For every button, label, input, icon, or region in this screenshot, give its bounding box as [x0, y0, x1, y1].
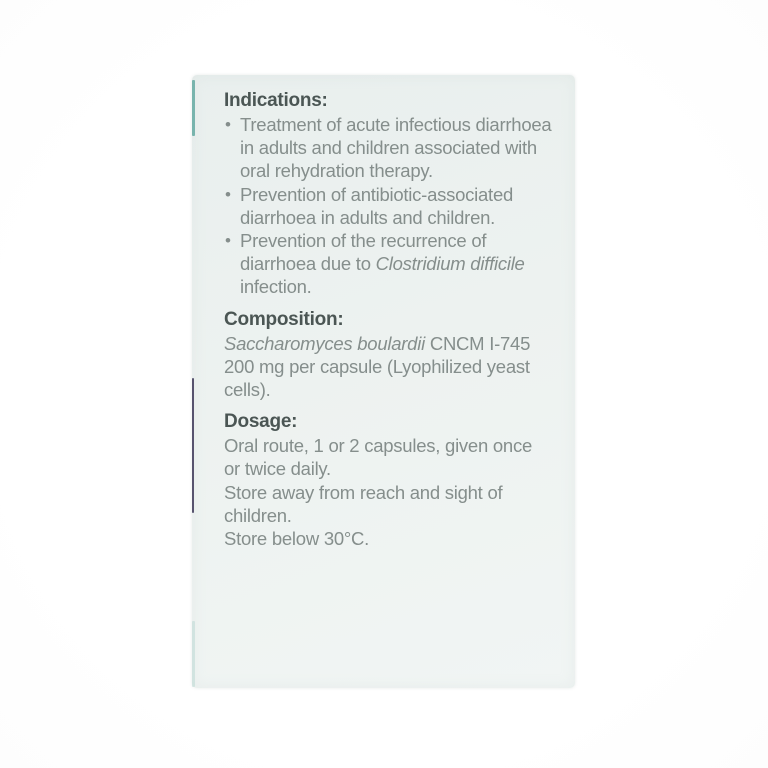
box-edge-teal-stripe-top	[192, 80, 195, 136]
text-segment: oral rehydration therapy.	[240, 160, 433, 182]
text-line	[224, 378, 550, 401]
bullet-item	[224, 113, 550, 183]
text-line	[240, 183, 550, 206]
medicine-box-back-panel	[192, 75, 575, 688]
text-segment: Store away from reach and sight of	[224, 481, 503, 503]
bullet-marker: •	[225, 115, 231, 134]
text-line	[224, 434, 550, 457]
text-line	[224, 332, 550, 355]
bullet-item	[224, 183, 550, 229]
text-item	[224, 332, 550, 402]
text-line	[240, 206, 550, 229]
italic-text-segment: Saccharomyces boulardii	[224, 332, 425, 354]
italic-text-segment: Clostridium difficile	[375, 253, 525, 275]
text-line	[224, 457, 550, 480]
text-segment: Oral route, 1 or 2 capsules, given once	[224, 435, 533, 457]
text-segment: diarrhoea in adults and children.	[240, 206, 496, 228]
text-segment: CNCM I-745	[424, 332, 531, 354]
bullet-marker: •	[225, 184, 231, 204]
section-heading: Indications:	[224, 90, 328, 111]
text-segment: 200 mg per capsule (Lyophilized yeast	[224, 355, 530, 377]
section-composition	[224, 308, 550, 402]
section-indications	[224, 89, 550, 299]
text-segment: Store below 30°C.	[224, 528, 370, 550]
text-line	[240, 113, 550, 136]
text-line	[240, 252, 550, 275]
text-line	[224, 527, 550, 550]
text-segment: diarrhoea due to	[240, 253, 376, 275]
bullet-marker: •	[225, 231, 231, 251]
text-segment: Treatment of acute infectious diarrhoea	[240, 114, 552, 135]
text-line	[240, 159, 550, 182]
box-label-text	[224, 89, 550, 559]
text-segment: Prevention of the recurrence of	[240, 230, 487, 252]
text-segment: in adults and children associated with	[240, 137, 537, 159]
text-segment: or twice daily.	[224, 458, 331, 480]
text-line	[240, 275, 550, 298]
text-segment: cells).	[224, 379, 271, 401]
text-line	[240, 136, 550, 159]
text-segment: Prevention of antibiotic-associated	[240, 183, 514, 205]
text-segment: children.	[224, 504, 292, 526]
text-segment: infection.	[240, 276, 312, 298]
section-heading: Dosage:	[224, 411, 298, 433]
section-dosage	[224, 410, 550, 550]
text-line	[240, 229, 550, 252]
text-line	[224, 481, 550, 504]
section-heading: Composition:	[224, 308, 344, 330]
text-item	[224, 434, 550, 480]
text-item	[224, 527, 550, 550]
text-item	[224, 481, 550, 527]
text-line	[224, 504, 550, 527]
box-edge-purple-stripe	[192, 378, 194, 513]
text-line	[224, 355, 550, 378]
bullet-item	[224, 229, 550, 299]
box-edge-teal-stripe-bottom	[192, 621, 195, 687]
